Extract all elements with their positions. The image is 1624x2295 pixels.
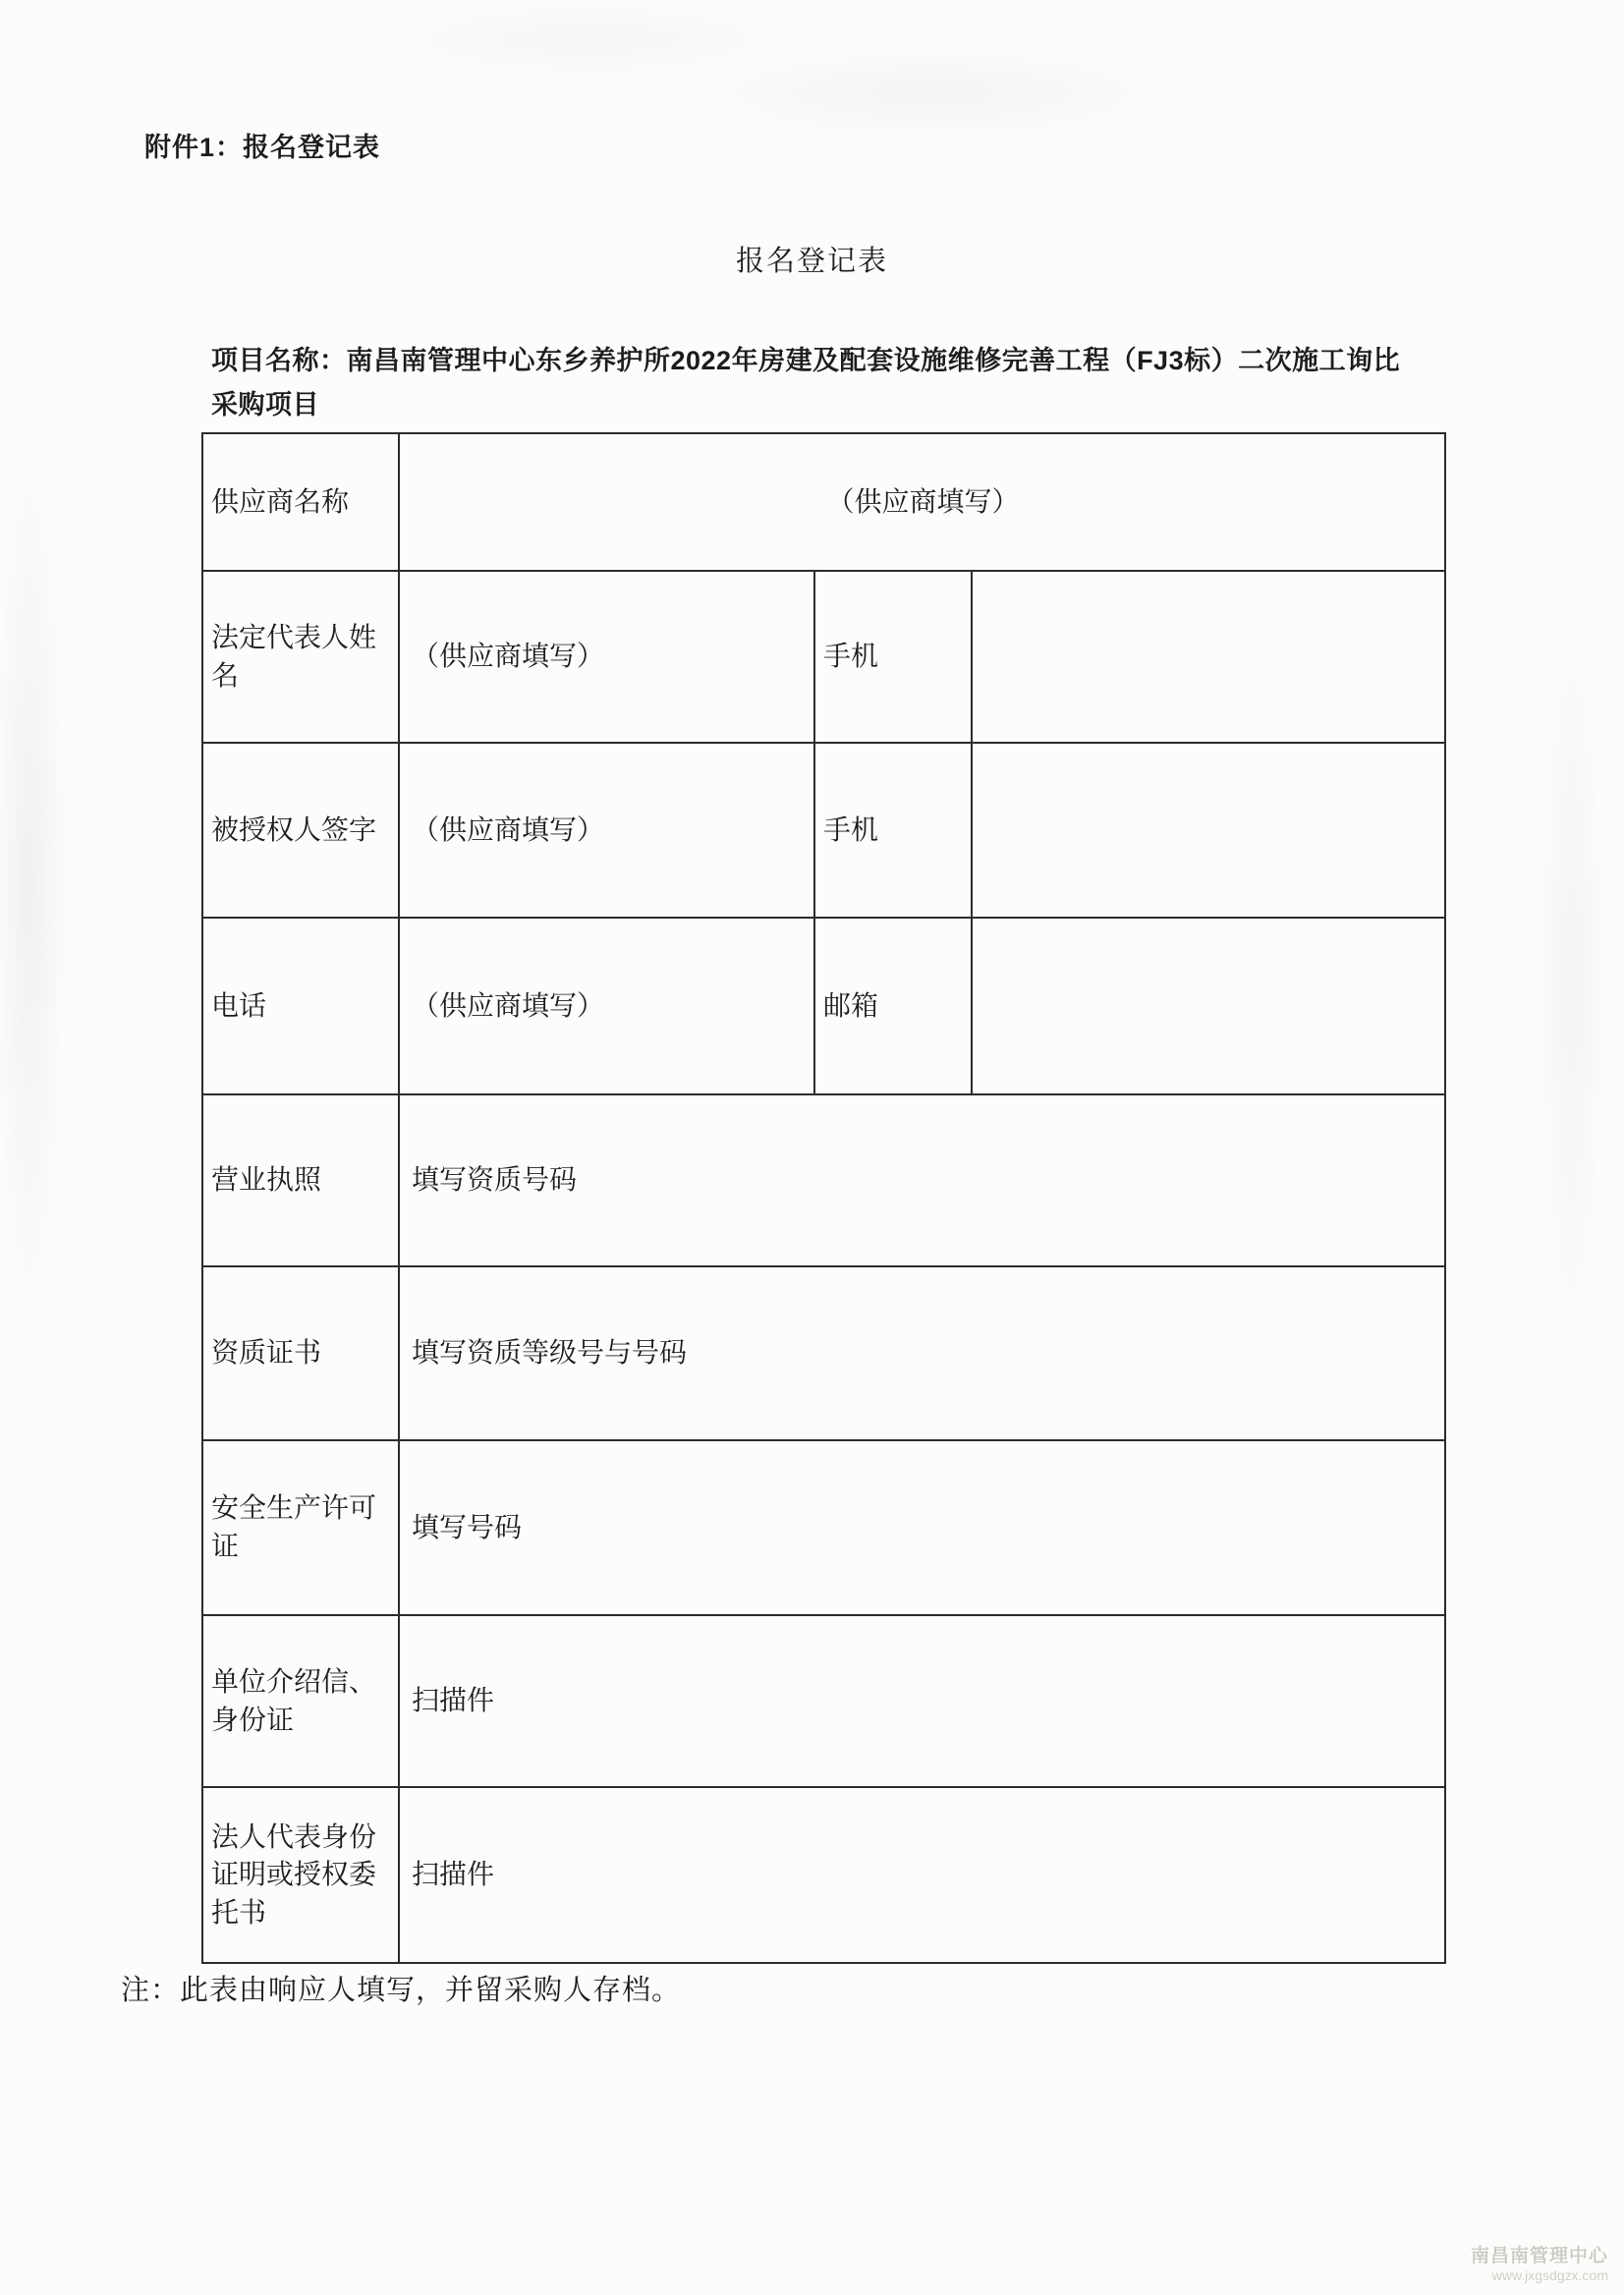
row-label-legal-representative: 法定代表人姓名 xyxy=(202,571,399,743)
row-label-legal-id-or-authorization: 法人代表身份证明或授权委托书 xyxy=(202,1787,399,1963)
cell-telephone-value: （供应商填写） xyxy=(399,918,814,1094)
cell-authorized-signature-value: （供应商填写） xyxy=(399,743,814,918)
cell-legal-id-or-authorization-value: 扫描件 xyxy=(399,1787,1445,1963)
registration-table xyxy=(201,432,1446,1964)
table-row xyxy=(202,433,1445,571)
sub-label-mobile: 手机 xyxy=(814,571,972,743)
watermark xyxy=(1471,2246,1608,2283)
cell-safety-production-permit-value: 填写号码 xyxy=(399,1440,1445,1615)
project-name-paragraph: 项目名称：南昌南管理中心东乡养护所2022年房建及配套设施维修完善工程（FJ3标）二次施工询比采购项目 xyxy=(211,346,1401,420)
table-row xyxy=(202,918,1445,1094)
cell-qualification-certificate-value: 填写资质等级号与号码 xyxy=(399,1266,1445,1440)
cell-legal-representative-value: （供应商填写） xyxy=(399,571,814,743)
footer-note: 注：此表由响应人填写，并留采购人存档。 xyxy=(121,1975,682,2006)
table-row xyxy=(202,571,1445,743)
cell-mobile-value xyxy=(972,743,1445,918)
document-title: 报名登记表 xyxy=(735,246,888,277)
cell-mobile-value xyxy=(972,571,1445,743)
row-label-business-license: 营业执照 xyxy=(202,1094,399,1266)
cell-supplier-name-value: （供应商填写） xyxy=(399,433,1445,571)
row-label-telephone: 电话 xyxy=(202,918,399,1094)
row-label-safety-production-permit: 安全生产许可证 xyxy=(202,1440,399,1615)
cell-business-license-value: 填写资质号码 xyxy=(399,1094,1445,1266)
cell-email-value xyxy=(972,918,1445,1094)
sub-label-email: 邮箱 xyxy=(814,918,972,1094)
attachment-label: 附件1：报名登记表 xyxy=(144,133,381,162)
watermark-org-name: 南昌南管理中心 xyxy=(1470,2246,1608,2267)
row-label-authorized-signature: 被授权人签字 xyxy=(202,743,399,918)
row-label-introduction-letter-id: 单位介绍信、身份证 xyxy=(202,1615,399,1787)
table-row xyxy=(202,1094,1445,1266)
row-label-supplier-name: 供应商名称 xyxy=(202,433,399,571)
watermark-url: www.jxgsdgzx.com xyxy=(1491,2267,1608,2283)
table-row xyxy=(202,1266,1445,1440)
table-row xyxy=(202,1440,1445,1615)
table-row xyxy=(202,743,1445,918)
table-row xyxy=(202,1787,1445,1963)
row-label-qualification-certificate: 资质证书 xyxy=(202,1266,399,1440)
table-row xyxy=(202,1615,1445,1787)
sub-label-mobile: 手机 xyxy=(814,743,972,918)
cell-introduction-letter-id-value: 扫描件 xyxy=(399,1615,1445,1787)
